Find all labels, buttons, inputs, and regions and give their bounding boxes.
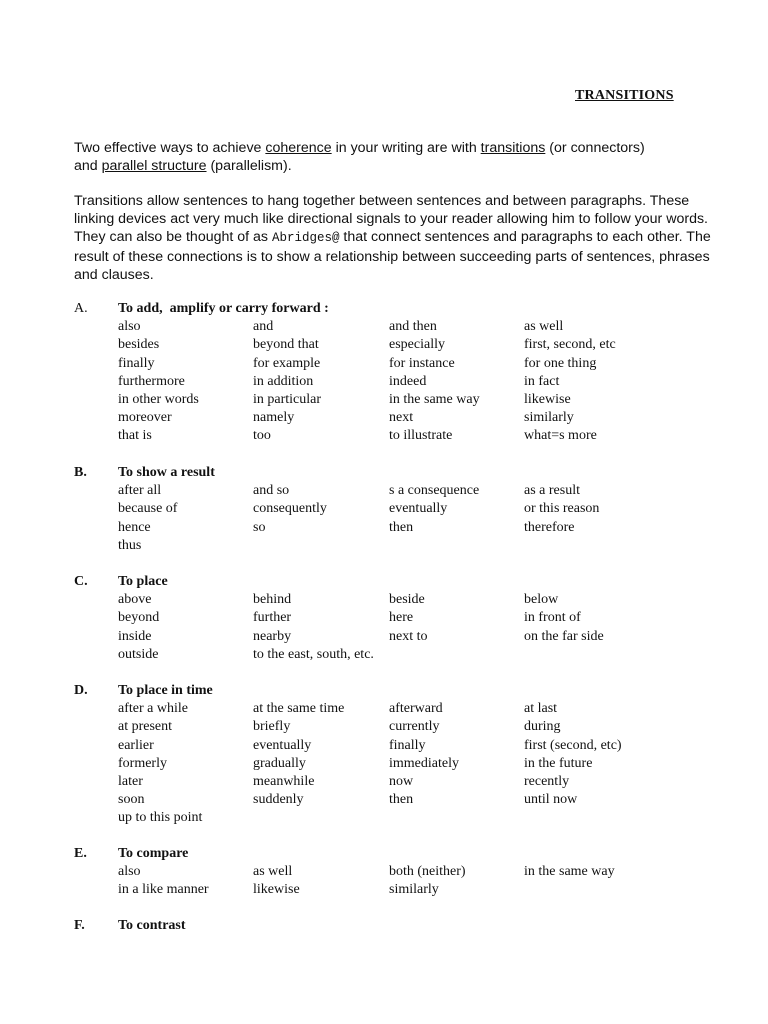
section-a bbox=[74, 300, 714, 446]
word-cell: meanwhile bbox=[253, 773, 315, 789]
word-row bbox=[118, 427, 714, 445]
section-title: To compare bbox=[118, 846, 189, 861]
word-cell: during bbox=[524, 719, 561, 735]
word-cell: now bbox=[389, 773, 414, 789]
document-title: TRANSITIONS bbox=[575, 88, 674, 103]
word-cell: thus bbox=[118, 537, 142, 553]
word-row bbox=[118, 609, 714, 627]
word-cell: and so bbox=[253, 483, 290, 499]
word-row bbox=[118, 355, 714, 373]
word-cell: also bbox=[118, 319, 141, 335]
word-row bbox=[118, 318, 714, 336]
word-grid bbox=[118, 318, 714, 445]
word-grid bbox=[118, 863, 714, 899]
word-cell: also bbox=[118, 864, 141, 880]
section-title: To contrast bbox=[118, 918, 186, 933]
bridges-term: Abridges@ bbox=[271, 231, 340, 246]
word-row bbox=[118, 791, 714, 809]
section-letter: C. bbox=[74, 574, 88, 589]
word-cell: formerly bbox=[118, 755, 167, 771]
word-cell: for example bbox=[253, 355, 321, 371]
word-cell: as a result bbox=[524, 483, 580, 499]
section-d bbox=[74, 682, 714, 828]
word-cell: until now bbox=[524, 792, 578, 808]
word-row bbox=[118, 336, 714, 354]
word-cell: and then bbox=[389, 319, 437, 335]
word-cell: first (second, etc) bbox=[524, 737, 622, 753]
word-cell: and bbox=[253, 319, 274, 335]
word-cell: similarly bbox=[524, 410, 574, 426]
word-cell: in other words bbox=[118, 391, 199, 407]
word-cell: moreover bbox=[118, 410, 172, 426]
word-row bbox=[118, 718, 714, 736]
word-cell: likewise bbox=[524, 391, 571, 407]
parallel-structure-term: parallel structure bbox=[101, 158, 207, 175]
section-letter: A. bbox=[74, 301, 88, 316]
section-header bbox=[74, 682, 714, 700]
word-cell: therefore bbox=[524, 519, 575, 535]
section-letter: D. bbox=[74, 683, 88, 698]
word-cell: too bbox=[253, 428, 271, 444]
word-cell: that is bbox=[118, 428, 152, 444]
word-cell: hence bbox=[118, 519, 151, 535]
word-cell: further bbox=[253, 610, 292, 626]
word-cell: afterward bbox=[389, 701, 443, 717]
transitions-term: transitions bbox=[480, 140, 546, 156]
section-c bbox=[74, 573, 714, 664]
word-cell: in addition bbox=[253, 373, 314, 389]
word-row bbox=[118, 537, 714, 555]
word-row bbox=[118, 482, 714, 500]
word-cell: to illustrate bbox=[389, 428, 453, 444]
word-cell: after all bbox=[118, 483, 162, 499]
word-cell: next bbox=[389, 410, 414, 426]
word-cell: in fact bbox=[524, 373, 560, 389]
word-cell: here bbox=[389, 610, 414, 626]
word-cell: for one thing bbox=[524, 355, 597, 371]
word-cell: in the same way bbox=[389, 391, 480, 407]
word-cell: immediately bbox=[389, 755, 459, 771]
word-row bbox=[118, 628, 714, 646]
word-cell: at last bbox=[524, 701, 558, 717]
section-b bbox=[74, 464, 714, 555]
word-cell: suddenly bbox=[253, 792, 304, 808]
coherence-term: coherence bbox=[265, 140, 332, 156]
word-cell: on the far side bbox=[524, 628, 604, 644]
word-cell: finally bbox=[389, 737, 426, 753]
section-e bbox=[74, 845, 714, 900]
word-row bbox=[118, 591, 714, 609]
section-title: To show a result bbox=[118, 465, 215, 480]
section-header bbox=[74, 300, 714, 318]
word-cell: after a while bbox=[118, 701, 188, 717]
word-cell: s a consequence bbox=[389, 483, 480, 499]
word-cell: recently bbox=[524, 773, 570, 789]
word-row bbox=[118, 409, 714, 427]
word-cell: or this reason bbox=[524, 501, 600, 517]
word-cell: likewise bbox=[253, 882, 300, 898]
word-row bbox=[118, 737, 714, 755]
word-row bbox=[118, 519, 714, 537]
word-grid bbox=[118, 591, 714, 664]
word-cell: briefly bbox=[253, 719, 291, 735]
word-row bbox=[118, 500, 714, 518]
word-row bbox=[118, 881, 714, 899]
word-row bbox=[118, 773, 714, 791]
section-letter: E. bbox=[74, 846, 87, 861]
word-row bbox=[118, 391, 714, 409]
word-row bbox=[118, 809, 714, 827]
word-cell: both (neither) bbox=[389, 864, 466, 880]
section-letter: F. bbox=[74, 918, 85, 933]
word-cell: first, second, etc bbox=[524, 337, 616, 353]
word-cell: indeed bbox=[389, 373, 427, 389]
word-grid bbox=[118, 700, 714, 827]
word-cell: to the east, south, etc. bbox=[253, 646, 374, 662]
word-cell: in front of bbox=[524, 610, 581, 626]
word-cell: consequently bbox=[253, 501, 327, 517]
word-cell: for instance bbox=[389, 355, 455, 371]
section-f bbox=[74, 917, 714, 935]
word-cell: next to bbox=[389, 628, 428, 644]
section-header bbox=[74, 845, 714, 863]
word-cell: outside bbox=[118, 646, 159, 662]
word-cell: then bbox=[389, 792, 414, 808]
word-cell: beyond bbox=[118, 610, 160, 626]
intro-paragraph: Two effective ways to achieve coherence in your writing are with transitions (or connectors) and parallel structure (parallelism). bbox=[74, 140, 645, 175]
word-cell: similarly bbox=[389, 882, 439, 898]
section-title: To place in time bbox=[118, 683, 213, 698]
word-row bbox=[118, 700, 714, 718]
word-cell: later bbox=[118, 773, 143, 789]
word-cell: earlier bbox=[118, 737, 154, 753]
word-cell: below bbox=[524, 592, 559, 608]
word-cell: nearby bbox=[253, 628, 292, 644]
word-row bbox=[118, 373, 714, 391]
word-cell: what=s more bbox=[524, 428, 597, 444]
section-letter: B. bbox=[74, 465, 87, 480]
word-cell: behind bbox=[253, 592, 292, 608]
word-cell: at the same time bbox=[253, 701, 345, 717]
word-cell: soon bbox=[118, 792, 145, 808]
word-cell: eventually bbox=[389, 501, 448, 517]
section-title: To add, amplify or carry forward : bbox=[118, 301, 329, 316]
word-grid bbox=[118, 482, 714, 555]
word-row bbox=[118, 863, 714, 881]
word-cell: currently bbox=[389, 719, 440, 735]
word-cell: as well bbox=[253, 864, 293, 880]
word-cell: because of bbox=[118, 501, 178, 517]
word-cell: beyond that bbox=[253, 337, 319, 353]
word-row bbox=[118, 755, 714, 773]
word-cell: in the future bbox=[524, 755, 593, 771]
word-cell: especially bbox=[389, 337, 445, 353]
word-cell: so bbox=[253, 519, 266, 535]
section-header bbox=[74, 464, 714, 482]
section-header bbox=[74, 917, 714, 935]
transitions-paragraph: Transitions allow sentences to hang together between sentences and between paragraphs. These linking devices act very much like directional signals to your reader allowing him to follow your words. They can also be thought of as Abridges@ that connect sentences and paragraphs to each other. The result of these connections is to show a relationship between succeeding parts of sentences, phrases and clauses. bbox=[74, 193, 711, 283]
word-cell: furthermore bbox=[118, 373, 185, 389]
word-cell: eventually bbox=[253, 737, 312, 753]
word-cell: then bbox=[389, 519, 414, 535]
word-cell: beside bbox=[389, 592, 425, 608]
word-cell: in a like manner bbox=[118, 882, 209, 898]
word-cell: above bbox=[118, 592, 152, 608]
word-cell: at present bbox=[118, 719, 173, 735]
word-cell: finally bbox=[118, 355, 155, 371]
word-cell: in the same way bbox=[524, 864, 615, 880]
word-cell: namely bbox=[253, 410, 295, 426]
section-title: To place bbox=[118, 574, 168, 589]
word-cell: gradually bbox=[253, 755, 306, 771]
word-cell: besides bbox=[118, 337, 160, 353]
word-cell: in particular bbox=[253, 391, 322, 407]
word-cell: up to this point bbox=[118, 810, 203, 826]
section-header bbox=[74, 573, 714, 591]
word-cell: as well bbox=[524, 319, 564, 335]
word-row bbox=[118, 646, 714, 664]
word-cell: inside bbox=[118, 628, 152, 644]
